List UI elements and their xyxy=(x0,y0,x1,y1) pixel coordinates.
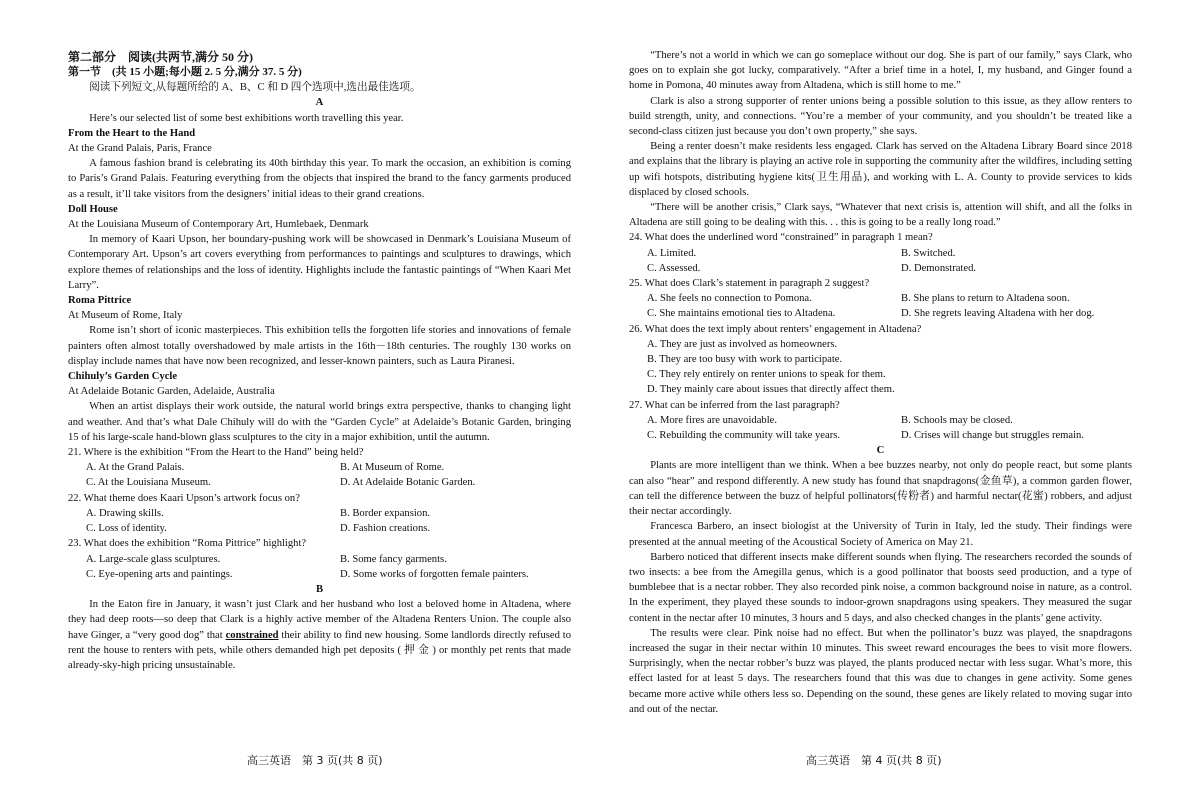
option: B. Some fancy garments. xyxy=(340,553,447,565)
passage-c-paragraph-1: Plants are more intelligent than we think. When a bee buzzes nearby, not only do people react, but some plants can also “hear” and respond differently. A new study has found that snapdragons(金鱼草), a common garden flower, can tell the difference between the buzz of helpful pollinators(传粉者) and harmful nectar(花蜜) robbers, and adjust their nectar accordingly. xyxy=(629,460,1132,518)
underlined-word: constrained xyxy=(225,629,279,641)
question-stem: 24. What does the underlined word “constrained” in paragraph 1 mean? xyxy=(629,232,933,244)
section-title: 第一节 (共 15 小题;每小题 2. 5 分,满分 37. 5 分) xyxy=(68,66,302,78)
option: C. They rely entirely on renter unions to speak for them. xyxy=(647,369,886,381)
option: D. She regrets leaving Altadena with her dog. xyxy=(901,308,1095,320)
option: A. They are just as involved as homeowners. xyxy=(647,338,838,350)
option: B. Schools may be closed. xyxy=(901,414,1013,426)
option: D. Crises will change but struggles remain. xyxy=(901,430,1085,442)
passage-b-paragraph-3: Clark is also a strong supporter of renter unions being a possible solution to this issue, as they allow renters to build strength, unity, and connections. “You’re a member of your community, and you shouldn’t be treated like a second-class citizen just because you don’t own property,” she says. xyxy=(629,95,1132,138)
option: A. She feels no connection to Pomona. xyxy=(647,293,812,305)
passage-b-paragraph-2: “There’s not a world in which we can go someplace without our dog. She is part of our family,” says Clark, who goes on to explain she got lucky, comparatively. “After a brief time in a hotel, I, my husband, and Ginger found a home in Pomona, 40 minutes away from Altadena, which is still home to me.” xyxy=(629,50,1132,92)
question-options xyxy=(68,506,571,536)
exhibit-body: Rome isn’t short of iconic masterpieces. This exhibition tells the forgotten life stories and innovations of female painters often almost totally overshadowed by male artists in the 16th－18th centuries. The roughly 130 works on display include names that have now been recognized, and lesser-known painters, such as Laura Piranesi. xyxy=(68,325,571,367)
question-options xyxy=(629,413,1132,443)
option: C. She maintains emotional ties to Altadena. xyxy=(647,308,836,320)
exhibit-body: When an artist displays their work outside, the natural world brings extra perspective, thanks to changing light and weather. And that’s what Dale Chihuly will do with the “Garden Cycle” at Adelaide’s Botanic Garden, bringing 15 of his large-scale hand-blown glass sculptures to the city in a major exhibition, until the autumn. xyxy=(68,401,571,443)
paragraph-text: In the Eaton fire in January, it wasn’t just Clark and her husband who lost a beloved home in Altadena, where they had deep roots—so deep that Clark is a highly active member of the Altadena Renters Union. The couple also have Ginger, a “very good dog” that xyxy=(68,599,571,641)
exhibit-title: From the Heart to the Hand xyxy=(68,127,196,139)
option: B. They are too busy with work to participate. xyxy=(647,354,843,366)
exhibit-title: Chihuly’s Garden Cycle xyxy=(68,371,178,383)
part-title: 第二部分 阅读(共两节,满分 50 分) xyxy=(68,50,253,64)
question-options xyxy=(68,460,571,490)
page-4-column xyxy=(629,48,1132,717)
question-stem: 23. What does the exhibition “Roma Pittrice” highlight? xyxy=(68,538,307,550)
option: A. At the Grand Palais. xyxy=(86,462,185,474)
option: C. Eye-opening arts and paintings. xyxy=(86,568,233,580)
page-footer-left: 高三英语 第 3 页(共 8 页) xyxy=(247,754,383,767)
option: C. Rebuilding the community will take years. xyxy=(647,430,841,442)
passage-a-label: A xyxy=(315,97,324,109)
passage-c-label: C xyxy=(876,445,885,457)
option: A. Large-scale glass sculptures. xyxy=(86,553,221,565)
exhibit-title: Roma Pittrice xyxy=(68,295,132,307)
option: C. Loss of identity. xyxy=(86,523,167,535)
option: D. They mainly care about issues that directly affect them. xyxy=(647,384,895,396)
exhibit-location: At Museum of Rome, Italy xyxy=(68,310,183,322)
passage-b-label: B xyxy=(315,583,324,595)
passage-b-paragraph-1 xyxy=(68,597,571,673)
page-footer-right: 高三英语 第 4 页(共 8 页) xyxy=(806,754,942,767)
option: C. At the Louisiana Museum. xyxy=(86,477,211,489)
option: D. Demonstrated. xyxy=(901,262,977,274)
paragraph-text: their ability to find new housing. Some landlords directly refused to rent the house to renters with pets, while others demanded high pet deposits ( 押 金 ) or monthly pet rents that made already-sky-high pricing unsustainable. xyxy=(68,629,571,671)
option: B. Switched. xyxy=(901,247,956,259)
page-3-column xyxy=(68,44,571,673)
question-stem: 21. Where is the exhibition “From the Heart to the Hand” being held? xyxy=(68,447,364,459)
option: A. More fires are unavoidable. xyxy=(647,414,778,426)
exhibit-title: Doll House xyxy=(68,203,118,215)
passage-c-paragraph-3: Barbero noticed that different insects make different sounds when flying. The researchers recorded the sounds of two insects: a bee from the Amegilla genus, which is a good pollinator that boosts seed production, and a type of bumblebee that is a nectar robber. They also recorded pink noise, a common background noise in nature, as a control. In the experiment, they played these sounds to indoor-grown snapdragons using speakers. They measured the sugar content in the nectar after 10 minutes, 3 hours and 5 days, and also checked changes in the plants’ gene activity. xyxy=(629,551,1132,624)
exhibit-body: In memory of Kaari Upson, her boundary-pushing work will be showcased in Denmark’s Louisiana Museum of Contemporary Art. Upson’s art covers everything from performances to paintings and sculptures to drawings, which explore themes of relationships and the loss of identity. Highlights include the fantastic paintings of “When Kaari Met Larry”. xyxy=(68,234,571,291)
option: C. Assessed. xyxy=(647,262,701,274)
question-options xyxy=(629,337,1132,398)
option: B. Border expansion. xyxy=(340,507,431,519)
option: D. Fashion creations. xyxy=(340,523,431,535)
question-options xyxy=(629,291,1132,321)
question-stem: 26. What does the text imply about renters’ engagement in Altadena? xyxy=(629,323,922,335)
passage-b-paragraph-5: “There will be another crisis,” Clark says, “Whatever that next crisis is, attention will shift, and all the folks in Altadena are still going to be dealing with this. . . this is going to be a really long road.” xyxy=(629,202,1132,229)
instructions: 阅读下列短文,从每题所给的 A、B、C 和 D 四个选项中,选出最佳选项。 xyxy=(89,82,421,94)
passage-c-paragraph-4: The results were clear. Pink noise had no effect. But when the pollinator’s buzz was played, the snapdragons increased the sugar in their nectar within 10 minutes. This sweet reward encourages the bees to visit more flowers. Surprisingly, when the nectar robber’s buzz was played, the plants produced nectar with less sugar. What’s more, this effect lasted for at least 5 days. The researchers found that this was due to changes in gene activity. Some genes became more active while others less so. Depending on the sound, these genes are likely related to moving sugar into and out of the nectar. xyxy=(629,627,1132,715)
option: B. At Museum of Rome. xyxy=(340,462,445,474)
exhibit-body: A famous fashion brand is celebrating its 40th birthday this year. To mark the occasion, an exhibition is coming to Paris’s Grand Palais. Featuring everything from the objects that inspired the brand to the fancy garments produced as a result, it’ll take visitors from the designers’ initial ideas to their grand creations. xyxy=(68,158,571,200)
passage-c-paragraph-2: Francesca Barbero, an insect biologist at the University of Turin in Italy, led the study. Their findings were presented at the annual meeting of the Acoustical Society of America on May 21. xyxy=(629,521,1132,548)
exhibit-location: At Adelaide Botanic Garden, Adelaide, Australia xyxy=(68,386,275,398)
passage-a-intro: Here’s our selected list of some best exhibitions worth travelling this year. xyxy=(89,112,404,124)
option: D. Some works of forgotten female painters. xyxy=(340,568,529,580)
question-stem: 25. What does Clark’s statement in paragraph 2 suggest? xyxy=(629,278,870,290)
passage-b-paragraph-4: Being a renter doesn’t make residents less engaged. Clark has served on the Altadena Library Board since 2018 and explains that the library is playing an active role in supporting the community after the wildfires, including setting up wifi hotspots, distributing hygiene kits(卫生用品), and working with L. A. County to provide services to kids displaced by closed schools. xyxy=(629,141,1132,198)
exhibit-location: At the Grand Palais, Paris, France xyxy=(68,143,212,155)
question-options xyxy=(629,246,1132,276)
option: D. At Adelaide Botanic Garden. xyxy=(340,477,476,489)
question-stem: 27. What can be inferred from the last paragraph? xyxy=(629,399,840,411)
option: A. Drawing skills. xyxy=(86,507,164,519)
question-options xyxy=(68,552,571,582)
question-stem: 22. What theme does Kaari Upson’s artwork focus on? xyxy=(68,492,300,504)
option: A. Limited. xyxy=(647,247,697,259)
option: B. She plans to return to Altadena soon. xyxy=(901,293,1070,305)
exhibit-location: At the Louisiana Museum of Contemporary Art, Humlebaek, Denmark xyxy=(68,219,369,231)
